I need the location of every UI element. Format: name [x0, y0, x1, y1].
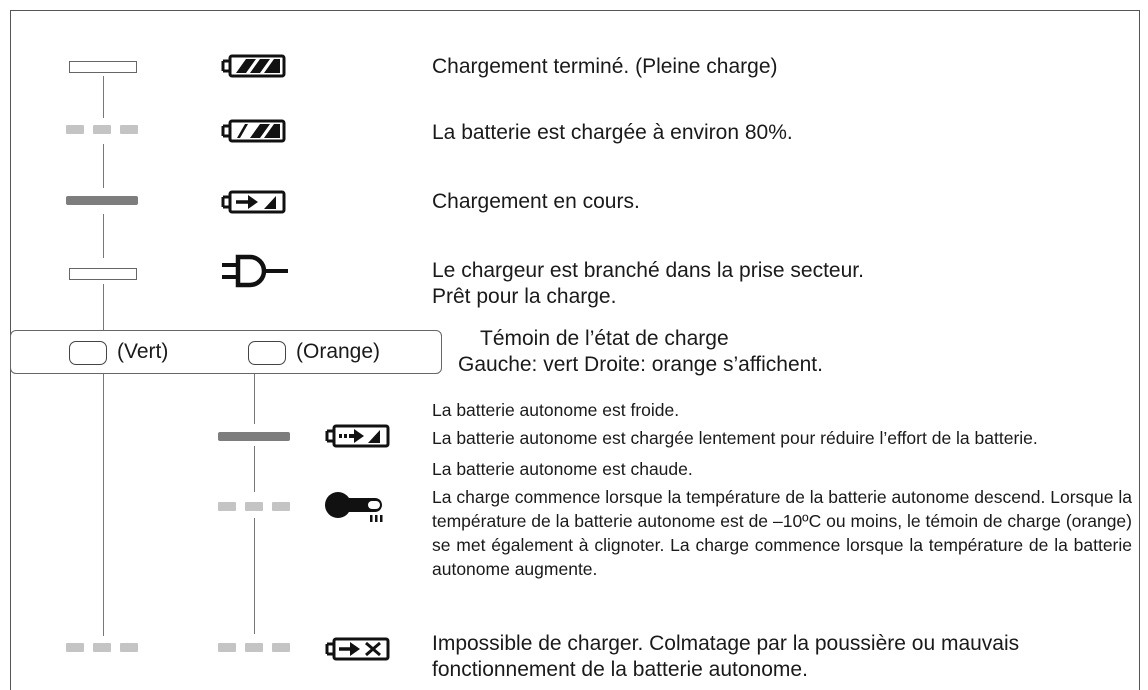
orange-led-on	[218, 432, 290, 441]
connector-line	[103, 144, 104, 188]
connector-line	[103, 76, 104, 118]
green-led-blinking	[66, 125, 138, 134]
row-full-text: Chargement terminé. (Pleine charge)	[432, 55, 778, 78]
row-charging-text: Chargement en cours.	[432, 190, 640, 213]
legend-title: Témoin de l’état de charge	[480, 327, 729, 350]
legend-orange-label: (Orange)	[296, 340, 381, 363]
thermometer-hot-icon	[322, 490, 398, 524]
connector-line	[254, 518, 255, 634]
battery-slow-charge-icon	[324, 423, 390, 449]
connector-line	[103, 214, 104, 258]
legend-box	[10, 330, 442, 374]
row-80-text: La batterie est chargée à environ 80%.	[432, 121, 793, 144]
legend-subtitle: Gauche: vert Droite: orange s’affichent.	[458, 353, 823, 376]
connector-line	[254, 374, 255, 424]
error-text-2: fonctionnement de la batterie autonome.	[432, 658, 808, 681]
battery-error-icon	[324, 636, 390, 662]
green-led-symbol	[69, 341, 107, 365]
row-plugged-text-2: Prêt pour la charge.	[432, 285, 617, 308]
green-led-off	[69, 268, 137, 280]
connector-line	[103, 284, 104, 330]
cold-text-1: La batterie autonome est froide.	[432, 400, 680, 420]
cold-text-2: La batterie autonome est chargée lentement pour réduire l’effort de la batterie.	[432, 428, 1038, 448]
battery-80-icon	[220, 118, 286, 144]
legend-green-label: (Vert)	[117, 340, 169, 363]
row-plugged-text-1: Le chargeur est branché dans la prise secteur.	[432, 259, 864, 282]
green-led-on	[66, 196, 138, 205]
green-led-off	[69, 61, 137, 73]
error-text-1: Impossible de charger. Colmatage par la poussière ou mauvais	[432, 632, 1020, 655]
plug-icon	[220, 254, 292, 288]
orange-led-symbol	[248, 341, 286, 365]
green-led-blinking	[66, 643, 138, 652]
orange-led-blinking	[218, 502, 290, 511]
connector-line	[103, 374, 104, 636]
hot-text-1: La batterie autonome est chaude.	[432, 459, 693, 479]
connector-line	[254, 446, 255, 492]
battery-charging-icon	[220, 189, 286, 215]
hot-text-body: La charge commence lorsque la température de la batterie autonome descend. Lorsque la température de la batterie autonome est de –10ºC ou moins, le témoin de charge (orange) se met également à clignoter. La charge commence lorsque la température de la batterie autonome augmente.	[432, 487, 1132, 579]
orange-led-blinking	[218, 643, 290, 652]
battery-full-icon	[220, 53, 286, 79]
